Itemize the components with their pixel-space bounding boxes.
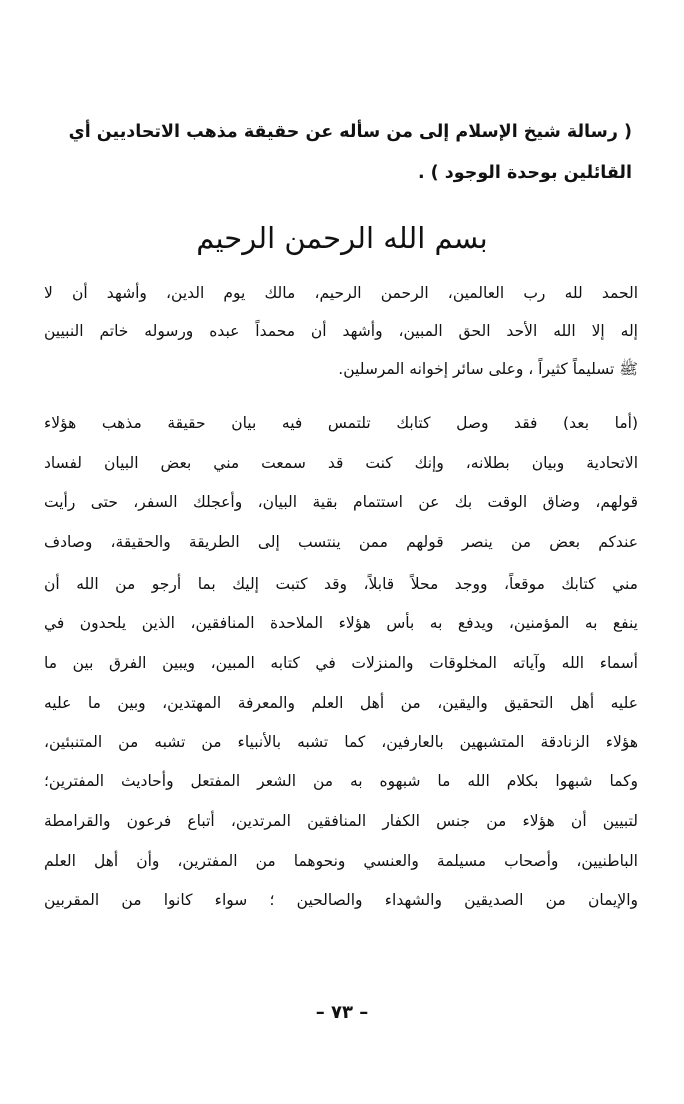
body-line-12: هؤلاء الزنادقة المتشبهين بالعارفين، كما تشبه بالأنبياء من تشبه من المتنبئين، — [44, 733, 638, 751]
body-line-6: قولهم، وضاق الوقت بك عن استتمام بقية البيان، وأعجلك السفر، حتى رأيت — [44, 493, 638, 511]
body-line-16: والإيمان من الصديقين والشهداء والصالحين ؛ سواء كانوا من المقربين — [44, 891, 638, 909]
body-line-4: (أما بعد) فقد وصل كتابك تلتمس فيه بيان حقيقة مذهب هؤلاء — [44, 414, 638, 432]
body-line-5: الاتحادية وبيان بطلانه، وإنك كنت قد سمعت مني بعض البيان لفساد — [44, 454, 638, 472]
page-number: – ٧٣ – — [315, 1002, 369, 1023]
body-line-7: عندكم بعض من ينصر قولهم ممن ينتسب إلى الطريقة والحقيقة، وصادف — [44, 533, 638, 551]
heading-line-1: ( رسالة شيخ الإسلام إلى من سأله عن حقيقة مذهب الاتحاديين أي — [68, 122, 632, 142]
heading-line-2: القائلين بوحدة الوجود ) . — [417, 163, 632, 183]
body-line-13: وكما شبهوا بكلام الله ما شبهوه به من الشعر المفتعل وأحاديث المفترين؛ — [44, 772, 638, 790]
body-line-10: أسماء الله وآياته المخلوقات والمنزلات في كتابه المبين، ويبين الفرق بين ما — [44, 654, 638, 672]
body-line-8: مني كتابك موقعاً، ووجد محلاً قابلاً، وقد كتبت إليك بما أرجو من الله أن — [44, 575, 638, 593]
body-line-9: ينفع به المؤمنين، ويدفع به بأس هؤلاء الملاحدة المنافقين، الذين يلحدون في — [44, 614, 638, 632]
body-line-11: عليه أهل التحقيق واليقين، من أهل العلم والمعرفة المهتدين، وبين ما عليه — [44, 694, 638, 712]
body-line-3: ﷺ تسليماً كثيراً ، وعلى سائر إخوانه المرسلين. — [338, 360, 638, 378]
body-line-15: الباطنيين، وأصحاب مسيلمة والعنسي ونحوهما من المفترين، وأن أهل العلم — [44, 852, 638, 870]
basmala-title: بسم الله الرحمن الرحيم — [196, 221, 488, 255]
body-line-2: إله إلا الله الأحد الحق المبين، وأشهد أن محمداً عبده ورسوله خاتم النبيين — [44, 322, 638, 340]
body-line-1: الحمد لله رب العالمين، الرحمن الرحيم، مالك يوم الدين، وأشهد أن لا — [44, 284, 638, 302]
body-line-14: لتبيين أن هؤلاء من جنس الكفار المنافقين المرتدين، أتباع فرعون والقرامطة — [44, 812, 638, 830]
